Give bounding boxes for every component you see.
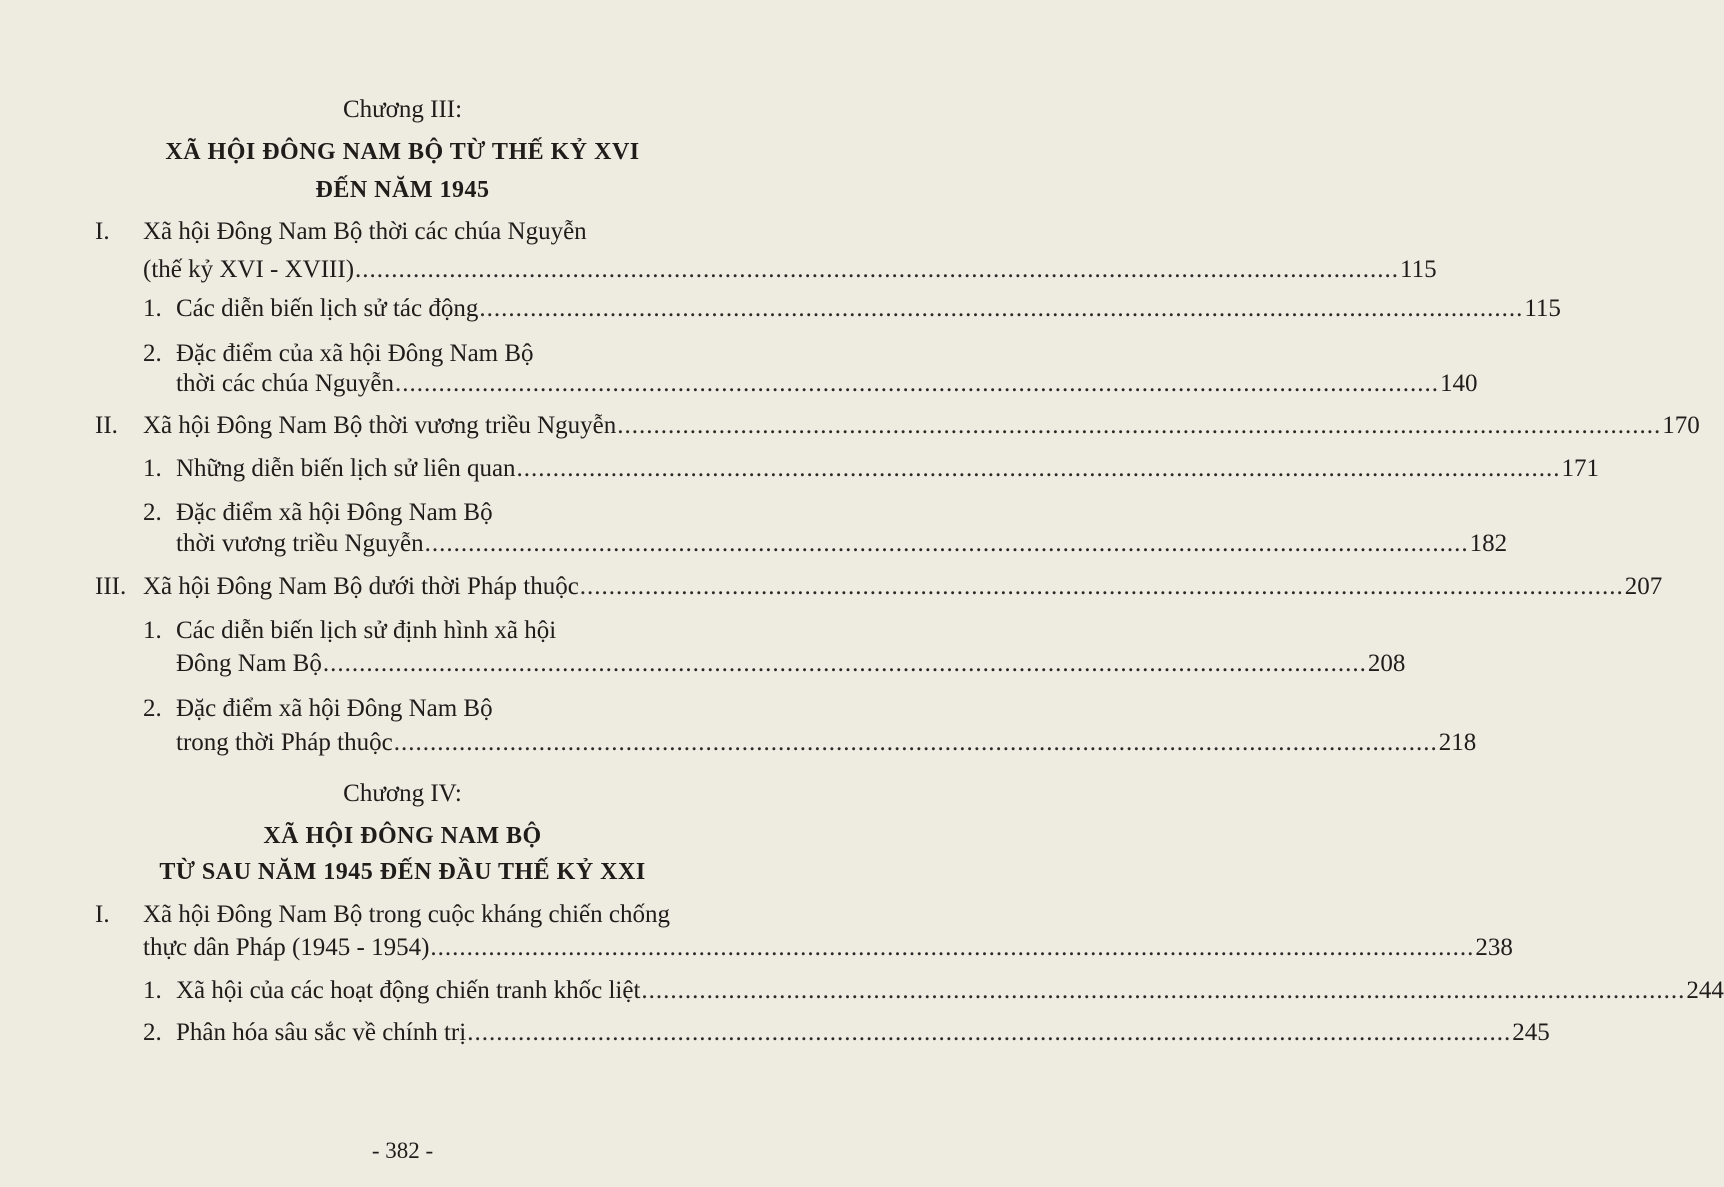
section-number: I. [95, 901, 110, 928]
page-number: 244 [1686, 977, 1724, 1004]
chapter-4-title-line-2: TỪ SAU NĂM 1945 ĐẾN ĐẦU THẾ KỶ XXI [159, 859, 646, 885]
subsection-number: 2. [143, 340, 162, 367]
page-number: 140 [1440, 370, 1478, 397]
chapter-4-title-line-1: XÃ HỘI ĐÔNG NAM BỘ [263, 823, 542, 849]
toc-entry[interactable] [143, 256, 1437, 284]
subsection-title: Phân hóa sâu sắc về chính trị [176, 1019, 467, 1046]
subsection-title: Đặc điểm xã hội Đông Nam Bộ [176, 695, 493, 722]
page-number: 115 [1524, 295, 1561, 322]
page-number: 115 [1400, 256, 1437, 283]
toc-entry[interactable] [176, 650, 1406, 678]
page-number: 207 [1624, 573, 1663, 600]
dot-leader: ................................................................................................................................................ [479, 295, 1524, 322]
subsection-number: 1. [143, 977, 162, 1004]
toc-entry[interactable] [143, 573, 1663, 601]
dot-leader: ................................................................................................................................................ [579, 573, 1624, 600]
subsection-number: 1. [143, 295, 162, 322]
dot-leader: ................................................................................................................................................ [355, 256, 1400, 283]
section-title-cont: thực dân Pháp (1945 - 1954) [143, 934, 430, 961]
chapter-3-title-line-2: ĐẾN NĂM 1945 [315, 177, 490, 203]
chapter-3-label: Chương III: [342, 96, 463, 123]
section-number: III. [95, 573, 127, 600]
section-title: Xã hội Đông Nam Bộ trong cuộc kháng chiến chống [143, 901, 670, 928]
toc-entry[interactable] [176, 977, 1724, 1005]
subsection-number: 1. [143, 617, 162, 644]
toc-entry[interactable] [143, 934, 1513, 962]
subsection-number: 2. [143, 695, 162, 722]
subsection-title: Đặc điểm xã hội Đông Nam Bộ [176, 499, 493, 526]
dot-leader: ................................................................................................................................................ [617, 412, 1662, 439]
dot-leader: ................................................................................................................................................ [430, 934, 1475, 961]
page-number: 170 [1662, 412, 1700, 439]
subsection-title-cont: Đông Nam Bộ [176, 650, 322, 677]
section-title: Xã hội Đông Nam Bộ dưới thời Pháp thuộc [143, 573, 579, 600]
subsection-title: Những diễn biến lịch sử liên quan [176, 455, 516, 482]
page-number: 218 [1438, 729, 1477, 756]
toc-entry[interactable] [176, 1019, 1550, 1047]
subsection-number: 2. [143, 1019, 162, 1046]
subsection-number: 1. [143, 455, 162, 482]
toc-entry[interactable] [176, 370, 1478, 398]
section-title: Xã hội Đông Nam Bộ thời các chúa Nguyễn [143, 218, 587, 245]
subsection-title: Các diễn biến lịch sử tác động [176, 295, 479, 322]
page-number: 182 [1469, 530, 1508, 557]
dot-leader: ................................................................................................................................................ [322, 650, 1367, 677]
subsection-title: Các diễn biến lịch sử định hình xã hội [176, 617, 557, 644]
dot-leader: ................................................................................................................................................ [424, 530, 1469, 557]
section-title-cont: (thế kỷ XVI - XVIII) [143, 256, 355, 283]
dot-leader: ................................................................................................................................................ [467, 1019, 1512, 1046]
dot-leader: ................................................................................................................................................ [641, 977, 1686, 1004]
dot-leader: ................................................................................................................................................ [393, 729, 1438, 756]
subsection-title-cont: thời vương triều Nguyễn [176, 530, 424, 557]
dot-leader: ................................................................................................................................................ [395, 370, 1439, 397]
subsection-title: Xã hội của các hoạt động chiến tranh khốc liệt [176, 977, 641, 1004]
page-number: 245 [1512, 1019, 1550, 1046]
page-number: 208 [1367, 650, 1406, 677]
chapter-3-title-line-1: XÃ HỘI ĐÔNG NAM BỘ TỪ THẾ KỶ XVI [165, 139, 640, 165]
page-number: 238 [1475, 934, 1513, 961]
toc-entry[interactable] [143, 412, 1700, 440]
section-number: II. [95, 412, 118, 439]
toc-entry[interactable] [176, 530, 1508, 558]
toc-entry[interactable] [176, 729, 1477, 757]
section-title: Xã hội Đông Nam Bộ thời vương triều Nguyễn [143, 412, 617, 439]
toc-entry[interactable] [176, 295, 1561, 323]
page-footer-number: - 382 - [371, 1138, 434, 1163]
subsection-title-cont: trong thời Pháp thuộc [176, 729, 393, 756]
dot-leader: ................................................................................................................................................ [516, 455, 1561, 482]
page-number: 171 [1561, 455, 1600, 482]
subsection-number: 2. [143, 499, 162, 526]
section-number: I. [95, 218, 110, 245]
toc-entry[interactable] [176, 455, 1600, 483]
subsection-title: Đặc điểm của xã hội Đông Nam Bộ [176, 340, 534, 367]
subsection-title-cont: thời các chúa Nguyễn [176, 370, 394, 397]
chapter-4-label: Chương IV: [343, 780, 462, 807]
